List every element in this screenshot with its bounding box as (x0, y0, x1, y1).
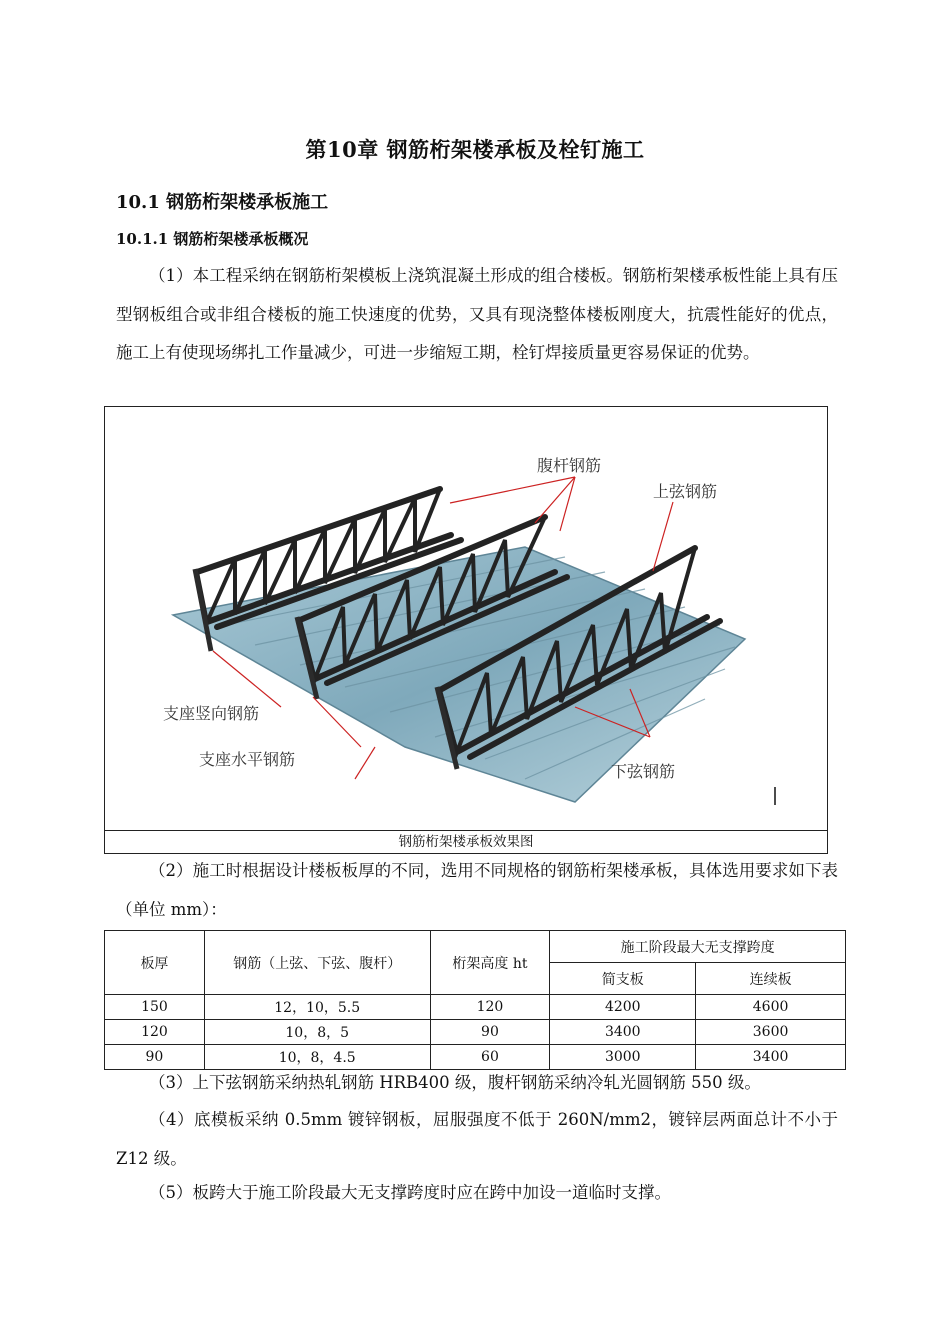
paragraph-2: （2）施工时根据设计楼板板厚的不同，选用不同规格的钢筋桁架楼承板，具体选用要求如下表（单位 mm）： (116, 861, 838, 919)
label-support-vertical: 支座竖向钢筋 (163, 704, 260, 723)
table-cell: 3400 (696, 1045, 846, 1070)
table-cell: 3400 (550, 1020, 696, 1045)
truss-deck-illustration (105, 407, 827, 829)
label-bottom-chord: 下弦钢筋 (611, 762, 676, 781)
table-cell: 90 (430, 1020, 550, 1045)
paragraph-4: （4）底模板采纳 0.5mm 镀锌钢板，屈服强度不低于 260N/mm2，镀锌层两面总计不小于 Z12 级。 (116, 1110, 838, 1168)
table-header-row (105, 931, 846, 963)
header-truss-height: 桁架高度 ht (430, 931, 550, 995)
paragraph-1: （1）本工程采纳在钢筋桁架模板上浇筑混凝土形成的组合楼板。钢筋桁架楼承板性能上具有压型钢板组合或非组合楼板的施工快速度的优势，又具有现浇整体楼板刚度大，抗震性能好的优点，施工上有使现场绑扎工作量减少，可进一步缩短工期，栓钉焊接质量更容易保证的优势。 (116, 266, 838, 362)
label-support-horizontal: 支座水平钢筋 (199, 750, 296, 769)
label-web-rebar: 腹杆钢筋 (537, 456, 602, 475)
figure-caption: 钢筋桁架楼承板效果图 (105, 830, 827, 854)
table-cell: 12，10，5.5 (204, 995, 430, 1020)
table-cell: 120 (430, 995, 550, 1020)
chapter-title: 第10章 钢筋桁架楼承板及栓钉施工 (305, 137, 645, 162)
table-cell: 120 (105, 1020, 205, 1045)
paragraph-5: （5）板跨大于施工阶段最大无支撑跨度时应在跨中加设一道临时支撑。 (149, 1183, 671, 1202)
label-top-chord: 上弦钢筋 (653, 482, 718, 501)
header-thickness: 板厚 (105, 931, 205, 995)
table-row (105, 995, 846, 1020)
figure (104, 406, 828, 854)
subsection-title: 10.1.1 钢筋桁架楼承板概况 (116, 230, 309, 248)
table-cell: 60 (430, 1045, 550, 1070)
table-cell: 150 (105, 995, 205, 1020)
table-cell: 4600 (696, 995, 846, 1020)
section-title: 10.1 钢筋桁架楼承板施工 (116, 192, 329, 213)
spec-table (104, 930, 846, 1070)
header-simple-slab: 简支板 (550, 963, 696, 995)
header-span-group: 施工阶段最大无支撑跨度 (550, 931, 846, 963)
table-cell: 3600 (696, 1020, 846, 1045)
table-row (105, 1020, 846, 1045)
paragraph-3: （3）上下弦钢筋采纳热轧钢筋 HRB400 级，腹杆钢筋采纳冷轧光圆钢筋 550 级。 (149, 1073, 761, 1092)
table-cell: 10，8，5 (204, 1020, 430, 1045)
table-cell: 3000 (550, 1045, 696, 1070)
table-cell: 4200 (550, 995, 696, 1020)
table-cell: 90 (105, 1045, 205, 1070)
header-rebar: 钢筋（上弦、下弦、腹杆） (204, 931, 430, 995)
table-cell: 10，8，4.5 (204, 1045, 430, 1070)
header-continuous-slab: 连续板 (696, 963, 846, 995)
